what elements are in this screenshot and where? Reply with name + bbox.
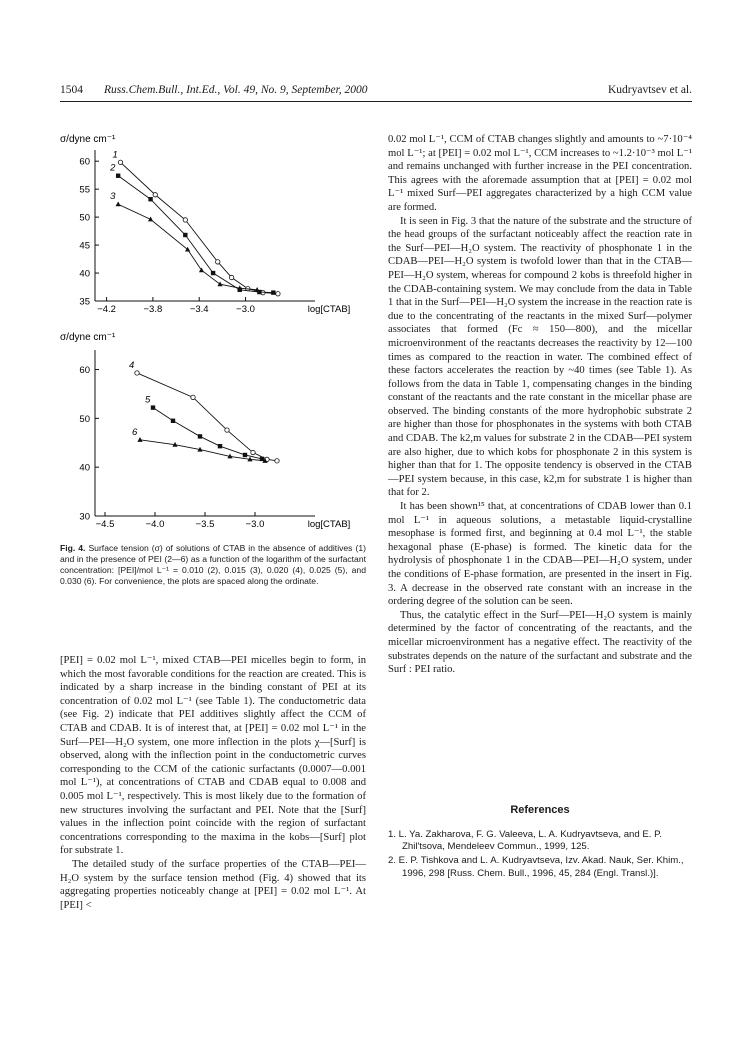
- data-point: [151, 405, 155, 409]
- right-column: [388, 133, 692, 677]
- caption-text: Surface tension (σ) of solutions of CTAB in the absence of additives (1) and in the presence of PEI (2—6) as a function of the logarithm of the surfactant concentration: [PEI]/mol L⁻¹ = 0.010 (2), 0.015 (3), 0.020 (4), 0.025 (5), and 0.030 (6). For convenience, the plots are spaced along the ordinate.: [60, 543, 366, 586]
- reference-item: 1. L. Ya. Zakharova, F. G. Valeeva, L. A. Kudryavtseva, and E. P. Zhil'tsova, Mendeleev Commun., 1999, 125.: [388, 829, 662, 853]
- paragraph: It has been shown¹⁵ that, at concentrations of CDAB lower than 0.1 mol L⁻¹ in aqueous solutions, a metastable liquid-crystalline mesophase is formed first, and beginning at 0.4 mol L⁻¹, the stable hexagonal phase (E-phase) is formed. The kinetic data for the hydrolysis of phosphonate 1 in the CDAB—PEI—H₂O system, under the conditions of E-phase formation, are presented in the insert in Fig. 3. A decrease in the observed rate constant with an increase in the ordering degree of the solution can be seen.: [388, 501, 692, 608]
- data-point: [191, 395, 195, 399]
- figure-caption: [60, 543, 366, 587]
- data-point: [276, 292, 280, 296]
- x-tick-label: −3.8: [143, 304, 163, 315]
- y-tick-label: 50: [79, 413, 90, 425]
- series-line: [140, 440, 265, 461]
- caption-label: Fig. 4.: [60, 543, 86, 553]
- x-tick-label: −3.0: [245, 519, 265, 530]
- paragraph: 0.02 mol L⁻¹, CCM of CTAB changes slightly and amounts to ~7·10⁻⁴ mol L⁻¹; at [PEI] = 0.02 mol L⁻¹, CCM increases to ~1.2·10⁻³ mol L⁻¹ and remains unchanged with further increase in the PEI concentration. This agrees with the aforemade assumption that at [PEI] = 0.02 mol L⁻¹ mixed Surf—PEI aggregates characterized by a high CCM value are formed.: [388, 134, 692, 213]
- y-tick-label: 45: [79, 240, 90, 252]
- data-point: [225, 428, 229, 432]
- references-list: [388, 829, 692, 882]
- data-point: [185, 247, 190, 252]
- data-point: [271, 290, 275, 294]
- header-rule: [60, 101, 692, 102]
- data-point: [211, 271, 215, 275]
- series-label: 2: [110, 162, 116, 174]
- data-point: [135, 371, 139, 375]
- data-point: [218, 444, 222, 448]
- y-tick-label: 60: [79, 365, 90, 377]
- x-tick-label: −3.0: [236, 304, 255, 315]
- series-line: [120, 162, 277, 293]
- data-point: [148, 197, 152, 201]
- plot-bottom: [79, 350, 350, 530]
- data-point: [118, 160, 122, 164]
- y-tick-label: 50: [79, 212, 90, 224]
- series-label: 5: [145, 394, 151, 406]
- x-tick-label: −3.5: [195, 519, 215, 530]
- journal-citation: Russ.Chem.Bull., Int.Ed., Vol. 49, No. 9, September, 2000: [104, 84, 368, 96]
- series-label: 4: [129, 359, 135, 371]
- x-tick-label: −4.0: [145, 519, 165, 530]
- series-label: 6: [132, 426, 138, 438]
- references-heading: References: [510, 804, 570, 816]
- x-axis-label: log[CTAB]: [307, 304, 351, 315]
- paragraph: [PEI] = 0.02 mol L⁻¹, mixed CTAB—PEI micelles begin to form, in which the most favorable conditions for the reaction are created. This is indicated by a sharp increase in the binding constant of PEI at its concentration of 0.02 mol L⁻¹ (see Table 1). The conductometric data (see Fig. 2) indicate that PEI additives slightly affect the CCM of CTAB and CDAB. It is of interest that, at [PEI] = 0.02 mol L⁻¹ in the Surf—PEI—H₂O system, one more inflection in the plots χ—[Surf] is observed, along with the inflection point in the conductometric curves corresponding to the CCM of the cationic surfactants (0.0007—0.001 mol L⁻¹), at concentrations of CTAB and CDAB equal to 0.008 and 0.005 mol L⁻¹, respectively. This is most likely due to the formation of new structures involving the surfactant and PEI. Note that the [Surf] values in the inflection point coincide with the region of surfactant concentrations corresponding to the maxima in the kobs—[Surf] plot for substrate 1.: [60, 655, 366, 857]
- paragraph: It is seen in Fig. 3 that the nature of the substrate and the structure of the head groups of the surfactant noticeably affect the reaction rate in the Surf—PEI—H₂O system. The reactivity of phosphonate 1 in the CDAB—PEI—H₂O system is twofold lower than that in the CTAB—PEI—H₂O system, whereas for compound 2 kobs is threefold higher in the CDAB-containing system. We may conclude from the data in Table 1 that in the Surf—PEI—H₂O system the increase in the reaction rate is due to the concentrating of the reactants in the mixed Surf—polymer associates that formed (Fc ≈ 150—800), and the micellar microenvironment of the reactants decreases the reactivity by 12—100 times as compared to the reaction in water. The combined effect of these factors accelerates the reaction by ~40 times (see Table 1). As follows from the data in Table 1, compensating changes in the binding constant of the reactants and the rate constant in the micellar phase are observed. The binding constants of the more hydrophobic substrate 2 are higher than those for phosphonates in the systems with both CTAB and CDAB. The k2,m values for substrate 2 in the CDAB—PEI system are also higher, due to which kobs for phosphonate 2 in this system is higher than that for 1. The opposite tendency is observed in the CTAB—PEI system because, in this case, k2,m for substrate 1 is higher than that for 2.: [388, 215, 692, 499]
- y-tick-label: 40: [79, 462, 90, 474]
- x-tick-label: −4.5: [95, 519, 115, 530]
- data-point: [153, 193, 157, 197]
- paragraph: Thus, the catalytic effect in the Surf—PEI—H₂O system is mainly determined by the factor of concentrating of the reactants, and the micellar microenvironment has a negative effect. The reactivity of the substrates depends on the nature of the surfactant and substrate and the Surf : PEI ratio.: [388, 609, 692, 676]
- data-point: [275, 459, 279, 463]
- data-point: [217, 281, 222, 286]
- paragraph: The detailed study of the surface properties of the CTAB—PEI—H₂O system by the surface tension method (Fig. 4) showed that its aggregating properties noticeably change at [PEI] = 0.02 mol L⁻¹. At [PEI] <: [60, 858, 366, 911]
- data-point: [137, 437, 142, 442]
- page-number: 1504: [60, 84, 83, 96]
- data-point: [229, 275, 233, 279]
- y-tick-label: 40: [79, 268, 90, 280]
- data-point: [171, 419, 175, 423]
- left-column: [60, 654, 366, 912]
- series-label: 1: [112, 149, 118, 161]
- y-tick-label: 35: [79, 296, 90, 308]
- y-tick-label: 60: [79, 156, 90, 168]
- data-point: [183, 218, 187, 222]
- bottom-ylabel: σ/dyne cm⁻¹: [60, 332, 116, 343]
- x-axis-label: log[CTAB]: [307, 519, 351, 530]
- y-tick-label: 55: [79, 184, 90, 196]
- x-tick-label: −3.4: [189, 304, 209, 315]
- series-label: 3: [110, 191, 116, 203]
- running-authors: Kudryavtsev et al.: [608, 84, 692, 96]
- running-header: [60, 84, 692, 100]
- data-point: [243, 453, 247, 457]
- data-point: [216, 260, 220, 264]
- x-tick-label: −4.2: [97, 304, 116, 315]
- figure-4: [55, 128, 375, 540]
- data-point: [116, 201, 121, 206]
- series-line: [137, 373, 277, 461]
- data-point: [183, 233, 187, 237]
- y-tick-label: 30: [79, 511, 90, 523]
- series-line: [118, 176, 273, 293]
- plot-top: [79, 149, 350, 315]
- data-point: [116, 174, 120, 178]
- top-ylabel: σ/dyne cm⁻¹: [60, 134, 116, 145]
- data-point: [251, 450, 255, 454]
- reference-item: 2. E. P. Tishkova and L. A. Kudryavtseva, Izv. Akad. Nauk, Ser. Khim., 1996, 298 [Russ. Chem. Bull., 1996, 45, 284 (Engl. Transl.)].: [388, 855, 684, 879]
- data-point: [198, 434, 202, 438]
